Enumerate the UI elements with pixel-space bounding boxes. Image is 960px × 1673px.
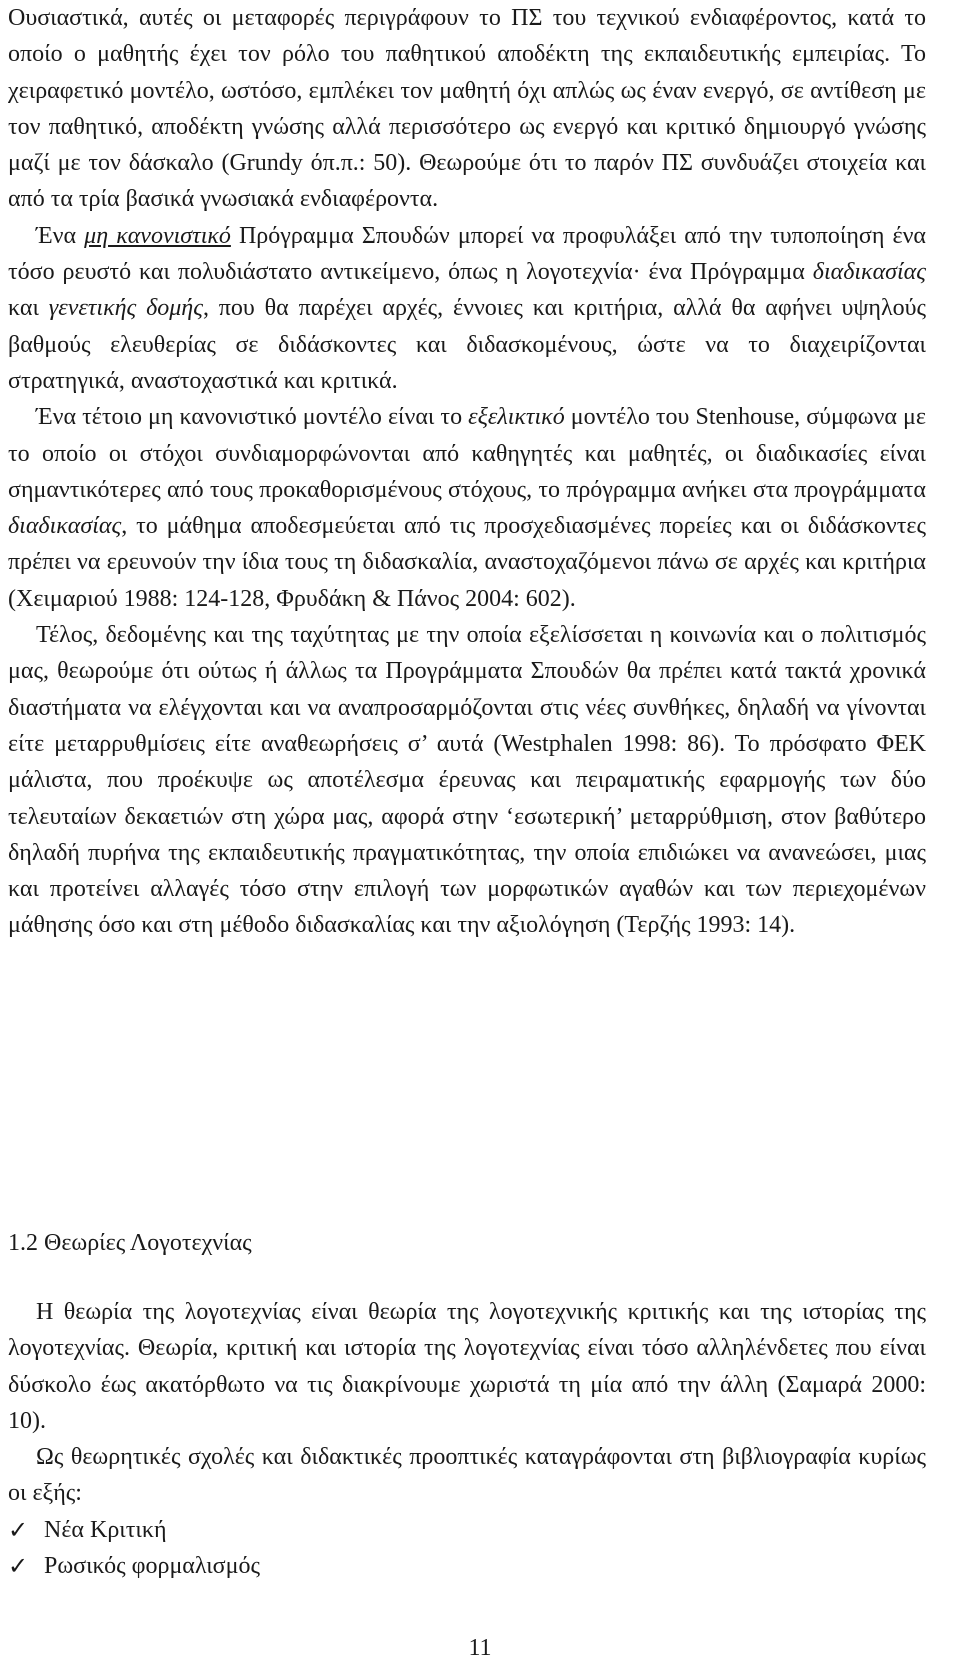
paragraph: Ένα τέτοιο μη κανονιστικό μοντέλο είναι το εξελικτικό μοντέλο του Stenhouse, σύμφωνα με το οποίο οι στόχοι συνδιαμορφώνονται από καθηγητές και μαθητές, οι διαδικασίες είναι σημαντικότερες από τους προκαθορισμένους στόχους, το πρόγραμμα ανήκει στα προγράμματα διαδικασίας, το μάθημα αποδεσμεύεται από τις προσχεδιασμένες πορείες και οι διδάσκοντες πρέπει να ερευνούν την ίδια τους τη διδασκαλία, αναστοχαζόμενοι πάνω σε αρχές και κριτήρια (Χειμαριού 1988: 124-128, Φρυδάκη & Πάνος 2004: 602). bbox=[8, 404, 926, 612]
emphasis: γενετικής δομής bbox=[48, 295, 203, 322]
list-item: ✓ Νέα Κριτική bbox=[8, 1512, 926, 1548]
section-heading: 1.2 Θεωρίες Λογοτεχνίας bbox=[8, 1230, 252, 1256]
list-item: ✓ Ρωσικός φορμαλισμός bbox=[8, 1548, 926, 1584]
paragraph: Ως θεωρητικές σχολές και διδακτικές προοπτικές καταγράφονται στη βιβλιογραφία κυρίως οι εξής: bbox=[8, 1444, 926, 1507]
body-text-section-2 bbox=[8, 1294, 926, 1584]
emphasis: εξελικτικό bbox=[468, 404, 565, 431]
check-icon: ✓ bbox=[8, 1552, 29, 1581]
paragraph: Ένα μη κανονιστικό Πρόγραμμα Σπουδών μπορεί να προφυλάξει από την τυποποίηση ένα τόσο ρευστό και πολυδιάστατο αντικείμενο, όπως η λογοτεχνία· ένα Πρόγραμμα διαδικασίας και γενετικής δομής, που θα παρέχει αρχές, έννοιες και κριτήρια, αλλά θα αφήνει υψηλούς βαθμούς ελευθερίας σε διδάσκοντες και διδασκομένους, ώστε να το διαχειρίζονται στρατηγικά, αναστοχαστικά και κριτικά. bbox=[8, 222, 926, 394]
emphasis: μη κανονιστικό bbox=[84, 222, 231, 249]
paragraph: Τέλος, δεδομένης και της ταχύτητας με την οποία εξελίσσεται η κοινωνία και ο πολιτισμός μας, θεωρούμε ότι ούτως ή άλλως τα Προγράμματα Σπουδών θα πρέπει κατά τακτά χρονικά διαστήματα να ελέγχονται και να αναπροσαρμόζονται στις νέες συνθήκες, δηλαδή να γίνονται είτε μεταρρυθμίσεις είτε αναθεωρήσεις σ’ αυτά (Westphalen 1998: 86). Το πρόσφατο ΦΕΚ μάλιστα, που προέκυψε ως αποτέλεσμα έρευνας και πειραματικής εφαρμογής των δύο τελευταίων δεκαετιών στη χώρα μας, αφορά στην ‘εσωτερική’ μεταρρύθμιση, στον βαθύτερο δηλαδή πυρήνα της εκπαιδευτικής πραγματικότητας, την οποία επιδιώκει να ανανεώσει, μιας και προτείνει αλλαγές τόσο στην επιλογή των μορφωτικών αγαθών και των περιεχομένων μάθησης όσο και στη μέθοδο διδασκαλίας και την αξιολόγηση (Τερζής 1993: 14). bbox=[8, 622, 926, 939]
page-number: 11 bbox=[468, 1635, 492, 1661]
body-text-section-1 bbox=[8, 0, 926, 944]
check-icon: ✓ bbox=[8, 1515, 29, 1544]
theory-list bbox=[8, 1512, 926, 1585]
emphasis: διαδικασίας bbox=[8, 513, 122, 540]
paragraph: Ουσιαστικά, αυτές οι μεταφορές περιγράφουν το ΠΣ του τεχνικού ενδιαφέροντος, κατά το οποίο ο μαθητής έχει τον ρόλο του παθητικού αποδέκτη της εκπαιδευτικής εμπειρίας. Το χειραφετικό μοντέλο, ωστόσο, εμπλέκει τον μαθητή όχι απλώς ως έναν ενεργό, σε αντίθεση με τον παθητικό, αποδέκτη γνώσης αλλά περισσότερο ως ενεργό και κριτικό δημιουργό γνώσης μαζί με τον δάσκαλο (Grundy όπ.π.: 50). Θεωρούμε ότι το παρόν ΠΣ συνδυάζει στοιχεία και από τα τρία βασικά γνωσιακά ενδιαφέροντα. bbox=[8, 5, 926, 213]
paragraph: Η θεωρία της λογοτεχνίας είναι θεωρία της λογοτεχνικής κριτικής και της ιστορίας της λογοτεχνίας. Θεωρία, κριτική και ιστορία της λογοτεχνίας είναι τόσο αλληλένδετες που είναι δύσκολο έως ακατόρθωτο να τις διακρίνουμε χωριστά τη μία από την άλλη (Σαμαρά 2000: 10). bbox=[8, 1299, 926, 1434]
emphasis: διαδικασίας bbox=[812, 259, 926, 286]
